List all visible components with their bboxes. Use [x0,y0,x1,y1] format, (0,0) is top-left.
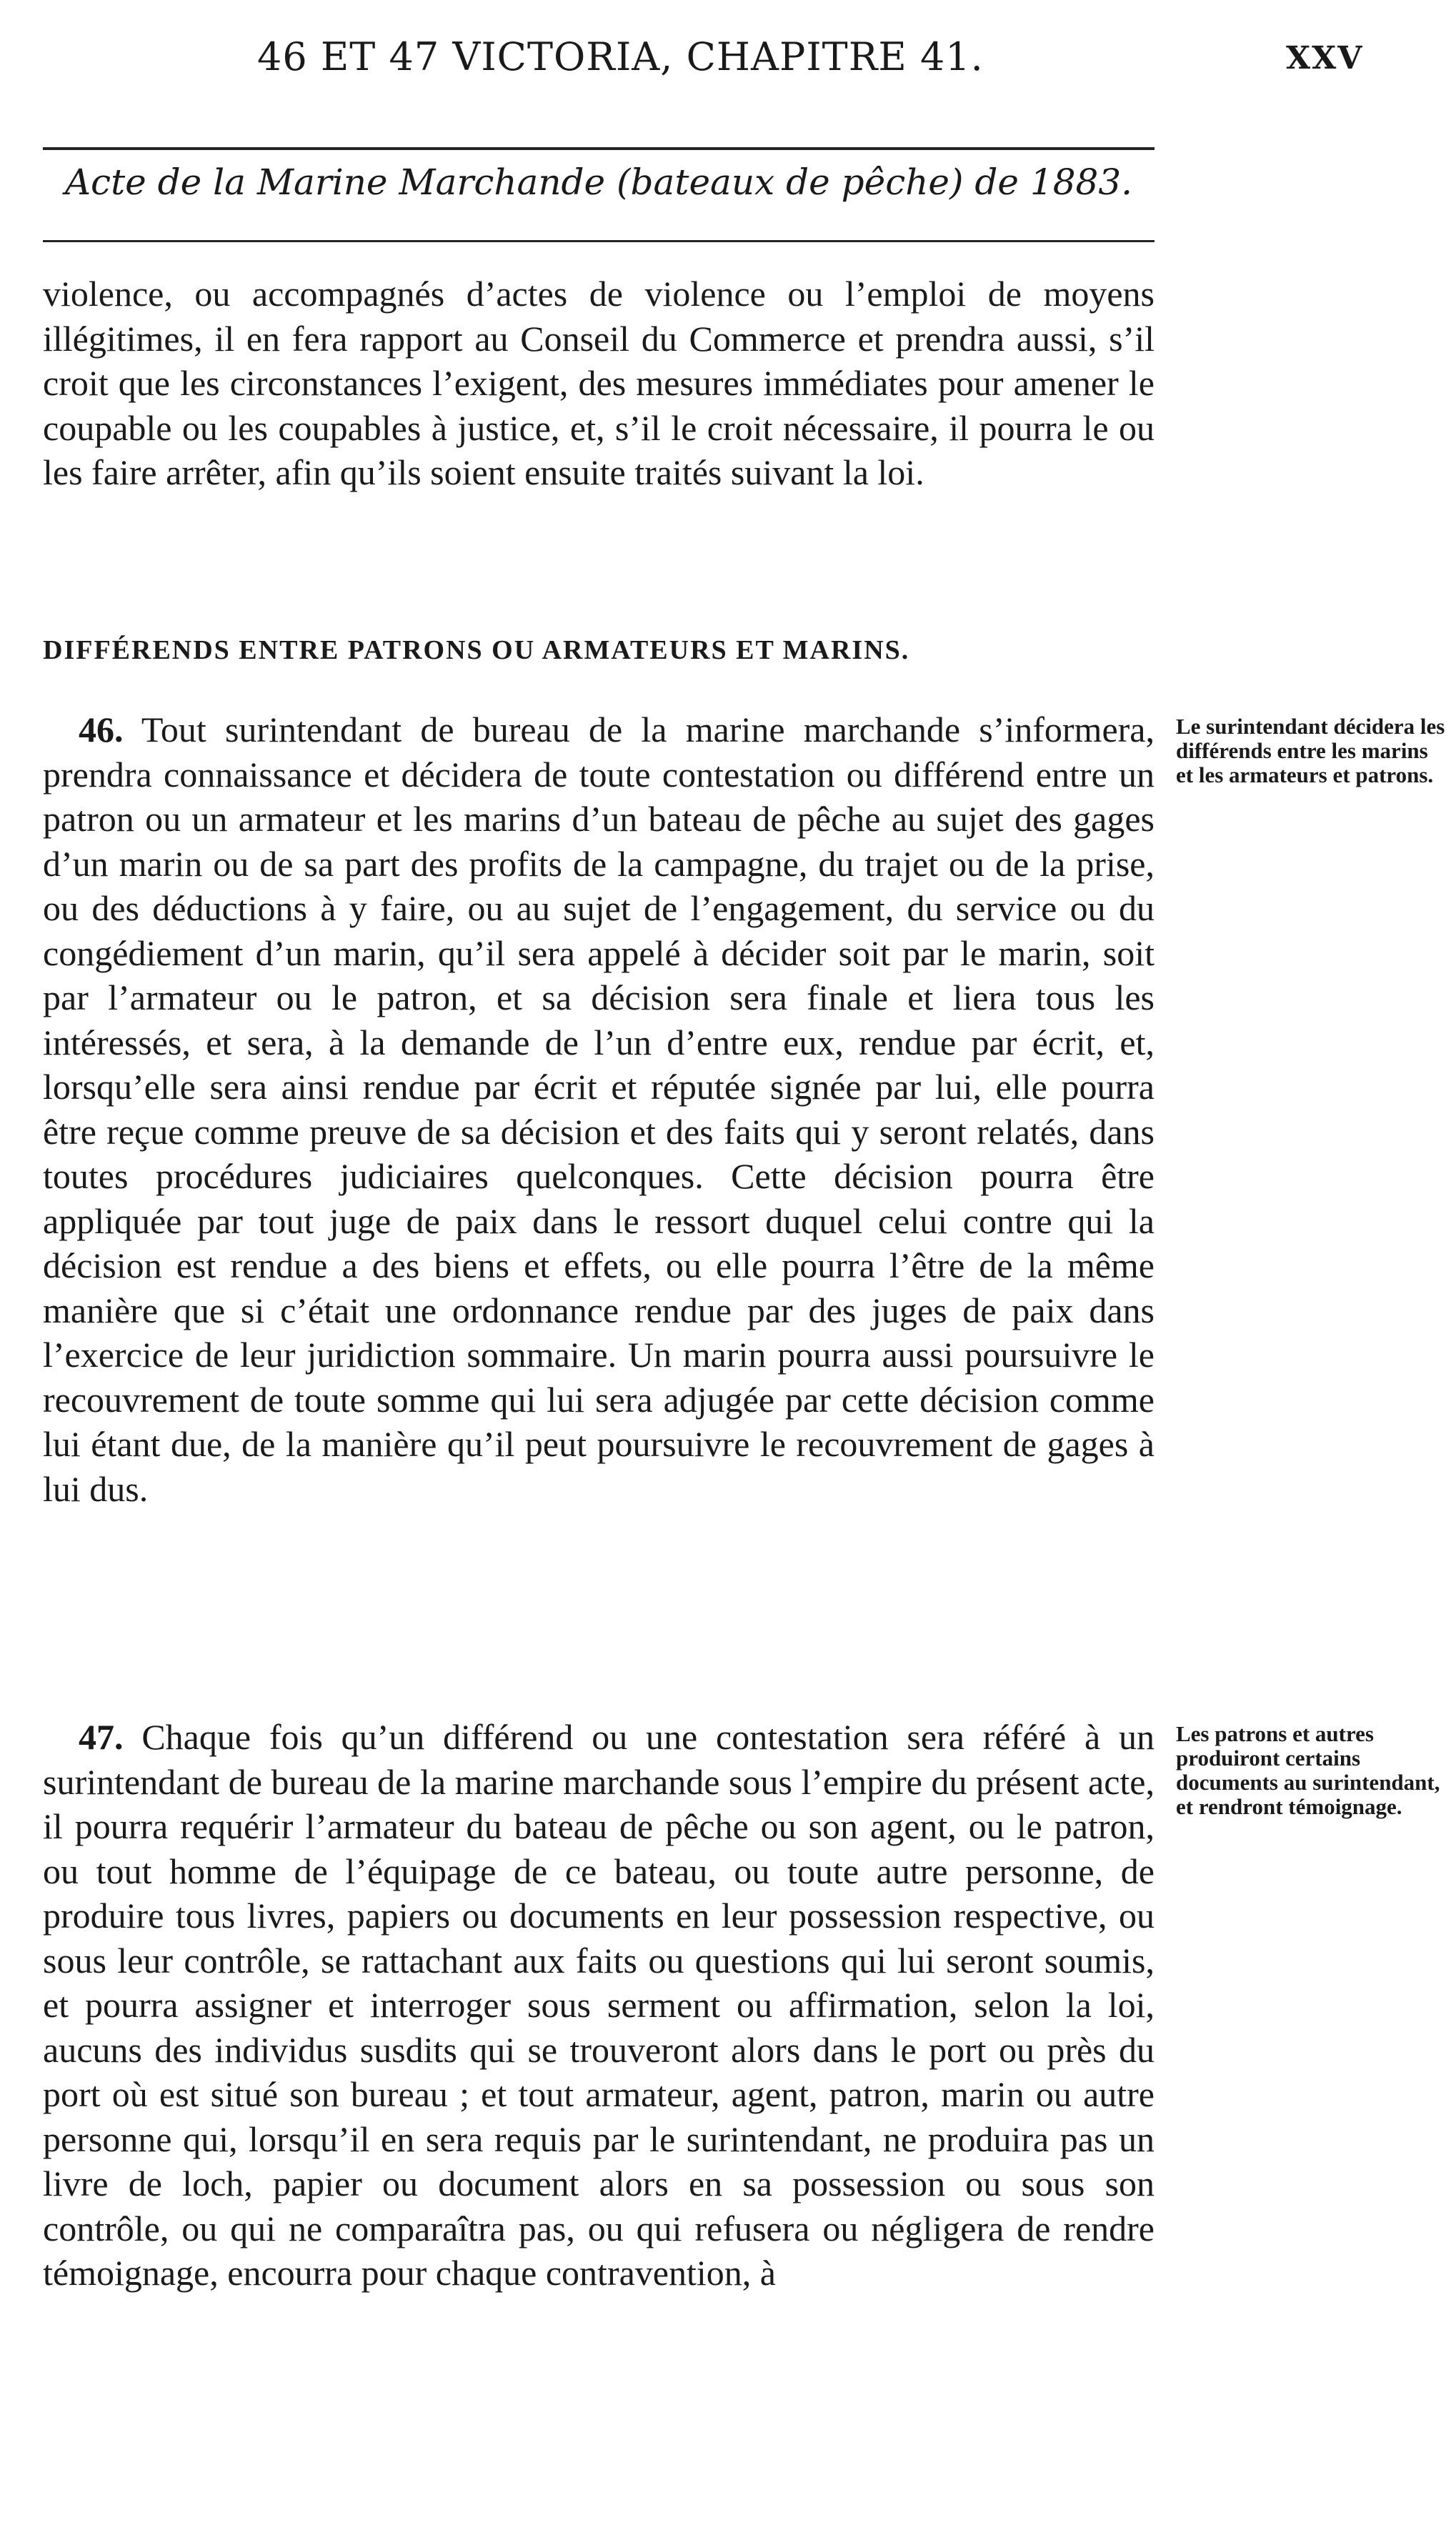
section-47 [43,1715,1155,2296]
section-46-paragraph [43,707,1155,1511]
section-47-paragraph [43,1715,1155,2296]
page-header [0,34,1456,91]
margin-note-47: Les patrons et autres produiront certains documents au surintendant, et rendront témoignage. [1176,1721,1440,1819]
section-47-number: 47. [79,1717,124,1757]
section-46-number: 46. [79,709,124,749]
section-47-text: Chaque fois qu’un différend ou une contestation sera référé à un surintendant de bureau de la marine marchande sous l’empire du présent acte, il pourra requérir l’armateur du bateau de pêche ou son agent, ou le patron, ou tout homme de l’équipage de ce bateau, ou toute autre personne, de produire tous livres, papiers ou documents en leur possession respective, ou sous leur contrôle, se rattachant aux faits ou questions qui lui seront soumis, et pourra assigner et interroger sous serment ou affirmation, selon la loi, aucuns des individus susdits qui se trouveront alors dans le port ou près du port où est situé son bureau ; et tout armateur, agent, patron, marin ou autre personne qui, lorsqu’il en sera requis par le surintendant, ne produira pas un livre de loch, papier ou document alors en sa possession ou sous son contrôle, ou qui ne comparaîtra pas, ou qui refusera ou négligera de rendre témoignage, encourra pour chaque contravention, à [43,1717,1155,2293]
section-46 [43,707,1155,1511]
continuation-paragraph [43,272,1155,495]
running-title: 46 ET 47 VICTORIA, CHAPITRE 41. [257,34,984,79]
section-46-text: Tout surintendant de bureau de la marine marchande s’informera, prendra connaissance et décidera de toute contestation ou différend entre un patron ou un armateur et les marins d’un bateau de pêche au sujet des gages d’un marin ou de sa part des profits de la campagne, du trajet ou de la prise, ou des déductions à y faire, ou au sujet de l’engagement, du service ou du congédiement d’un marin, qu’il sera appelé à décider soit par le marin, soit par l’armateur ou le patron, et sa décision sera finale et liera tous les intéressés, et sera, à la demande de l’un d’entre eux, rendue par écrit, et, lorsqu’elle sera ainsi rendue par écrit et réputée signée par lui, elle pourra être reçue comme preuve de sa décision et des faits qui y seront relatés, dans toutes procédures judiciaires quelconques. Cette décision pourra être appliquée par tout juge de paix dans le ressort duquel celui contre qui la décision est rendue a des biens et effets, ou elle pourra l’être de la même manière que si c’était une ordonnance rendue par des juges de paix dans l’exercice de leur juridiction sommaire. Un marin pourra aussi poursuivre le recouvrement de toute somme qui lui sera adjugée par cette décision comme lui étant due, de la manière qu’il peut poursuivre le recouvrement de gages à lui dus. [43,709,1155,1509]
section-heading: DIFFÉRENDS ENTRE PATRONS OU ARMATEURS ET MARINS. [43,635,910,665]
continuation-text: violence, ou accompagnés d’actes de violence ou l’emploi de moyens illégitimes, il en fera rapport au Conseil du Commerce et prendra aussi, s’il croit que les circonstances l’exigent, des mesures immédiates pour amener le coupable ou les coupables à justice, et, s’il le croit nécessaire, il pourra le ou les faire arrêter, afin qu’ils soient ensuite traités suivant la loi. [43,274,1155,492]
margin-note-46: Le surintendant décidera les différends entre les marins et les armateurs et patrons. [1176,714,1445,787]
act-title: Acte de la Marine Marchande (bateaux de pêche) de 1883. [64,161,1133,203]
top-rule [43,147,1155,150]
bottom-rule [43,240,1155,242]
page-number: XXV [1286,40,1364,76]
